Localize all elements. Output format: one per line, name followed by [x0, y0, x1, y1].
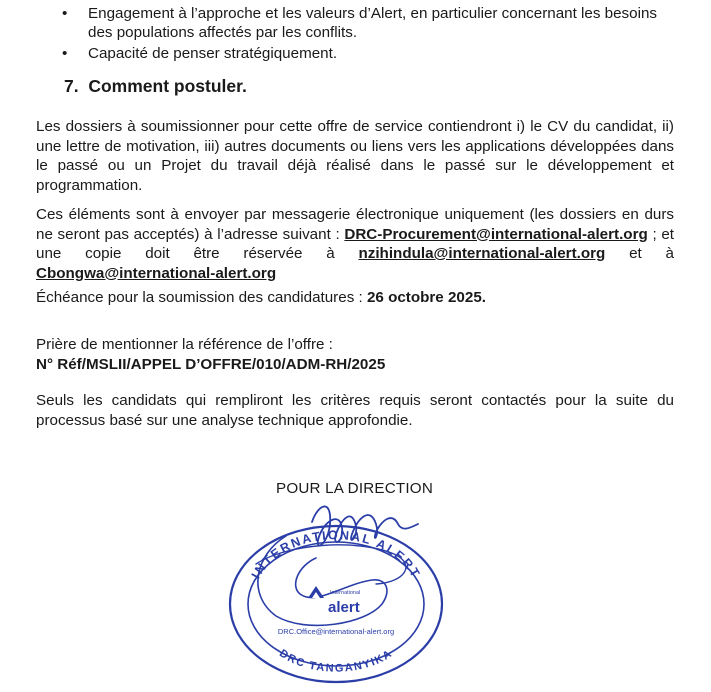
list-item: • Engagement à l’approche et les valeurs d’Alert, en particulier concernant les besoins des populations affectés par les conflits. — [62, 5, 658, 41]
section-heading — [64, 76, 247, 97]
reference-block: Prière de mentionner la référence de l’offre : N° Réf/MSLII/APPEL D’OFFRE/010/ADM-RH/2025 — [36, 336, 386, 373]
svg-text:DRC TANGANYIKA — [277, 647, 395, 674]
copy-email-link-1[interactable]: nzihindula@international-alert.org — [358, 245, 606, 262]
section-number: 7. — [64, 76, 79, 96]
closing-paragraph: Seuls les candidats qui rempliront les critères requis seront contactés pour la suite du processus basé sur une analyse technique approfondie. — [36, 392, 674, 429]
stamp-logo-small: International — [330, 590, 361, 596]
bullet-icon: • — [62, 5, 68, 22]
stamp-arc-text: INTERNATIONAL ALERT — [248, 528, 424, 582]
application-contents-paragraph: Les dossiers à soumissionner pour cette offre de service contiendront i) le CV du candidat, ii) une lettre de motivation, iii) autres documents ou liens vers les applications développées dans le passé ou un Projet du travail déjà réalisé dans le passé sur le développement et programmation. — [36, 118, 674, 194]
copy-email-link-2[interactable]: Cbongwa@international-alert.org — [36, 264, 277, 282]
submission-paragraph: Ces éléments sont à envoyer par messagerie électronique uniquement (les dossiers en durs ne seront pas acceptés) à l’adresse suivant : DRC-Procurement@international-alert.org ; et une copie doit être réservée à nzihindula@international-alert.org et à Cbongwa@international-alert.org — [36, 206, 675, 282]
stamp-bottom-text: DRC TANGANYIKA — [277, 647, 395, 675]
list-item: • Capacité de penser stratégiquement. — [62, 45, 338, 62]
section-title: Comment postuler. — [88, 76, 247, 96]
signature-title: POUR LA DIRECTION — [276, 480, 433, 497]
stamp-logo-word: alert — [328, 599, 360, 616]
procurement-email-link[interactable]: DRC-Procurement@international-alert.org — [344, 225, 648, 243]
deadline-date: 26 octobre 2025. — [366, 289, 486, 306]
reference-code: N° Réf/MSLII/APPEL D’OFFRE/010/ADM-RH/2025 — [36, 355, 386, 373]
stamp-logo-icon — [308, 586, 324, 598]
deadline-line: Échéance pour la soumission des candidatures : 26 octobre 2025. — [36, 289, 486, 306]
requirements-list — [62, 4, 682, 65]
stamp-and-signature — [216, 494, 456, 692]
svg-text:INTERNATIONAL ALERT — [249, 528, 423, 581]
bullet-icon: • — [62, 45, 68, 62]
stamp-email: DRC.Office@international-alert.org — [277, 627, 395, 636]
